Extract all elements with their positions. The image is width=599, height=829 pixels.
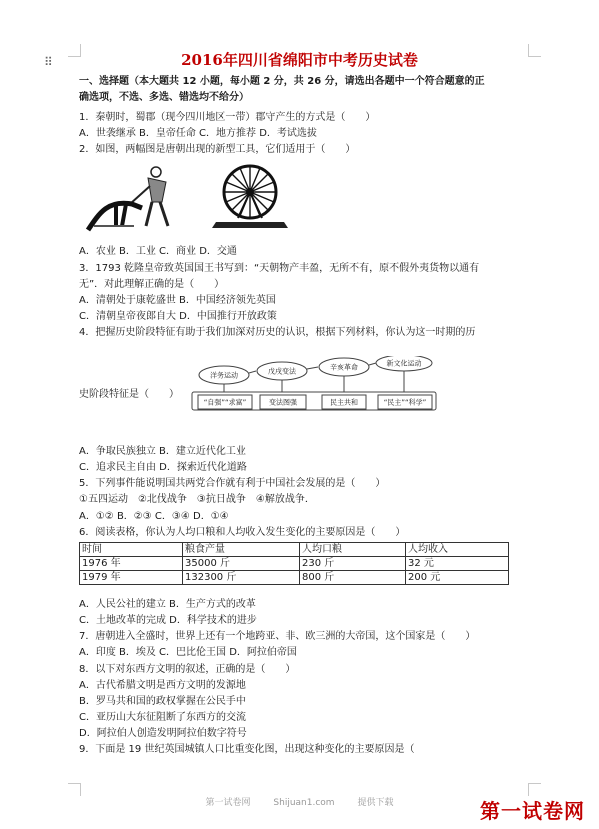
water-wheel-image bbox=[210, 160, 290, 230]
flow-bottom-label: “民主”“科学” bbox=[383, 398, 427, 407]
table-cell: 32 元 bbox=[406, 557, 509, 571]
q2-options: A．农业 B．工业 C．商业 D．交通 bbox=[79, 246, 237, 257]
q8-option-d: D．阿拉伯人创造发明阿拉伯数字符号 bbox=[79, 728, 247, 739]
brand-logo: 第一试卷网 bbox=[480, 799, 585, 823]
flow-bottom-label: 变法图强 bbox=[269, 398, 297, 407]
q7-options: A．印度 B．埃及 C．巴比伦王国 D．阿拉伯帝国 bbox=[79, 647, 297, 658]
q8-stem: 8．以下对东西方文明的叙述，正确的是（ ） bbox=[79, 664, 296, 675]
q6-options-cd: C．土地改革的完成 D．科学技术的进步 bbox=[79, 615, 257, 626]
table-header-cell: 人均收入 bbox=[406, 543, 509, 557]
q8-option-a: A．古代希腊文明是西方文明的发源地 bbox=[79, 680, 246, 691]
q4-stem: 4．把握历史阶段特征有助于我们加深对历史的认识，根据下列材料，你认为这一时期的历 bbox=[79, 327, 476, 338]
q8-option-b: B．罗马共和国的政权掌握在公民手中 bbox=[79, 696, 246, 707]
table-cell: 800 斤 bbox=[300, 571, 406, 585]
flow-top-label: 洋务运动 bbox=[210, 371, 238, 380]
q7-stem: 7．唐朝进入全盛时，世界上还有一个地跨亚、非、欧三洲的大帝国，这个国家是（ ） bbox=[79, 631, 476, 642]
exam-title: 2016年四川省绵阳市中考历史试卷 bbox=[181, 51, 418, 69]
flow-bottom-label: 民主共和 bbox=[330, 398, 358, 407]
footer-download-text: 提供下载 bbox=[357, 798, 394, 808]
q8-option-c: C．亚历山大东征阻断了东西方的交流 bbox=[79, 712, 246, 723]
q5-options: A．①② B．②③ C．③④ D．①④ bbox=[79, 511, 229, 522]
q9-stem: 9．下面是 19 世纪英国城镇人口比重变化图，出现这种变化的主要原因是（ bbox=[79, 744, 435, 755]
table-cell: 1976 年 bbox=[80, 557, 183, 571]
q1-stem: 1．秦朝时，蜀郡（现今四川地区一带）郡守产生的方式是（ ） bbox=[79, 112, 376, 123]
q3-stem-cont: 无”．对此理解正确的是（ ） bbox=[79, 279, 225, 290]
flow-top-label: 辛亥革命 bbox=[330, 363, 358, 372]
q2-stem: 2．如图，两幅图是唐朝出现的新型工具，它们适用于（ ） bbox=[79, 144, 356, 155]
q6-data-table bbox=[79, 542, 509, 585]
table-row bbox=[80, 557, 509, 571]
table-header-cell: 时间 bbox=[80, 543, 183, 557]
table-cell: 200 元 bbox=[406, 571, 509, 585]
q5-items: ①五四运动 ②北伐战争 ③抗日战争 ④解放战争． bbox=[79, 494, 315, 505]
footer-site-url: Shijuan1.com bbox=[273, 798, 335, 808]
q4-stem-cont: 史阶段特征是（ ） bbox=[79, 389, 179, 400]
drag-handle-icon[interactable]: ⠿ bbox=[44, 55, 53, 69]
footer-site-name: 第一试卷网 bbox=[205, 798, 251, 808]
flow-top-label: 戊戌变法 bbox=[268, 367, 296, 376]
table-cell: 35000 斤 bbox=[183, 557, 300, 571]
table-header-cell: 粮食产量 bbox=[183, 543, 300, 557]
q3-stem: 3．1793 乾隆皇帝致英国国王书写到：“天朝物产丰盈，无所不有，原不假外夷货物以通有 bbox=[79, 263, 480, 274]
table-cell: 132300 斤 bbox=[183, 571, 300, 585]
table-row bbox=[80, 571, 509, 585]
q6-stem: 6．阅读表格，你认为人均口粮和人均收入发生变化的主要原因是（ ） bbox=[79, 527, 406, 538]
history-flow-chart bbox=[188, 356, 440, 422]
flow-top-label: 新文化运动 bbox=[386, 359, 422, 368]
section-heading: 一、选择题（本大题共 12 小题，每小题 2 分，共 26 分，请选出各题中一个符合题意的正 bbox=[79, 76, 485, 87]
table-header-cell: 人均口粮 bbox=[300, 543, 406, 557]
q1-options: A．世袭继承 B．皇帝任命 C．地方推荐 D．考试选拔 bbox=[79, 128, 317, 139]
table-cell: 230 斤 bbox=[300, 557, 406, 571]
flow-bottom-label: “自强”“求富” bbox=[203, 398, 247, 407]
section-heading-cont: 确选项，不选、多选、错选均不给分） bbox=[79, 92, 249, 103]
q4-options-cd: C．追求民主自由 D．探索近代化道路 bbox=[79, 462, 247, 473]
plow-image bbox=[82, 164, 180, 232]
q3-options-cd: C．清朝皇帝夜郎自大 D．中国推行开放政策 bbox=[79, 311, 277, 322]
q4-options-ab: A．争取民族独立 B．建立近代化工业 bbox=[79, 446, 246, 457]
table-cell: 1979 年 bbox=[80, 571, 183, 585]
q6-options-ab: A．人民公社的建立 B．生产方式的改革 bbox=[79, 599, 256, 610]
q3-options-ab: A．清朝处于康乾盛世 B．中国经济领先英国 bbox=[79, 295, 276, 306]
q5-stem: 5．下列事件能说明国共两党合作就有利于中国社会发展的是（ ） bbox=[79, 478, 386, 489]
table-header-row bbox=[80, 543, 509, 557]
